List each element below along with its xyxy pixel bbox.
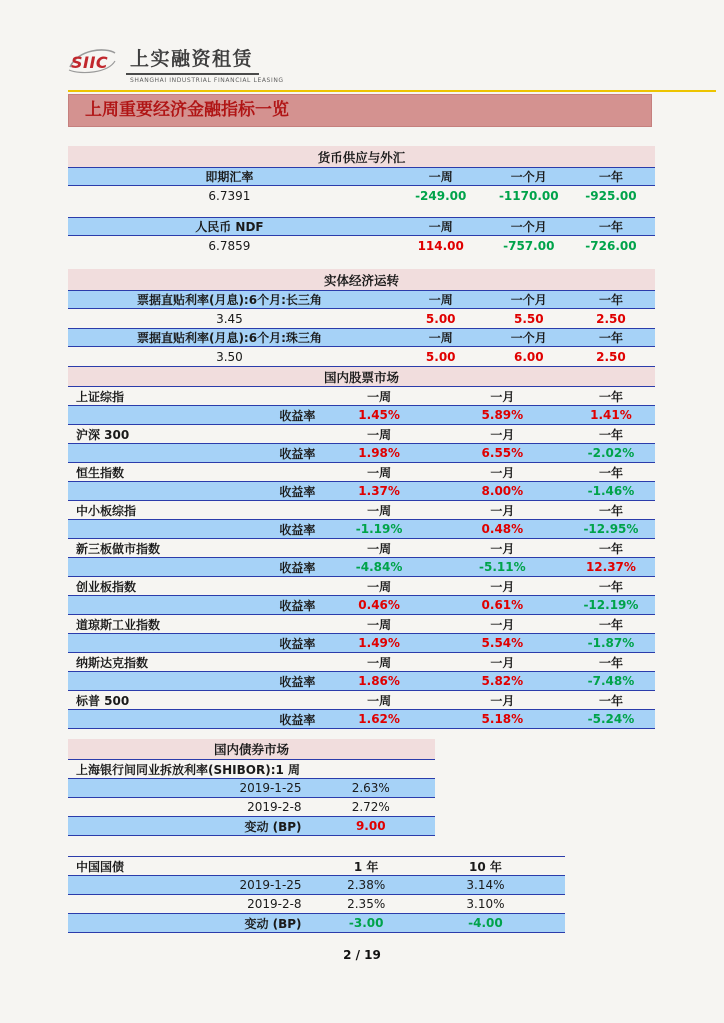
table-cell: 收益率 xyxy=(279,712,316,727)
table-cell: 一月 xyxy=(490,465,515,480)
table-cell: 1.49% xyxy=(358,636,400,650)
table-cell: -7.48% xyxy=(587,674,635,688)
table-cell: -1.46% xyxy=(587,484,635,498)
table-cell: 2019-1-25 xyxy=(239,878,302,892)
table-cell: 纳斯达克指数 xyxy=(76,655,149,670)
shibor-row xyxy=(68,739,435,760)
table-cell: 2019-1-25 xyxy=(239,781,302,795)
table-cell: 一周 xyxy=(428,331,453,345)
table-cell: 3.45 xyxy=(216,311,243,326)
table-cell: 新三板做市指数 xyxy=(76,541,161,556)
treasury-row xyxy=(68,914,565,933)
table-cell: 5.00 xyxy=(425,311,456,326)
real-row xyxy=(68,269,655,290)
table-cell: 0.61% xyxy=(481,598,524,612)
table-cell: 2.35% xyxy=(347,897,386,911)
stock-row xyxy=(68,577,655,596)
row-label: 上海银行间同业拆放利率(SHIBOR):1 周 xyxy=(76,762,301,777)
table-cell: 6.00 xyxy=(513,349,544,364)
table-cell: -249.00 xyxy=(415,188,467,203)
table-stock-market xyxy=(68,366,655,729)
table-cell: 3.10% xyxy=(466,897,505,911)
table-cell: 2.50 xyxy=(596,349,626,364)
section-header: 国内债券市场 xyxy=(213,742,289,757)
table-cell: 一月 xyxy=(490,579,515,594)
table-cell: 中小板综指 xyxy=(76,503,137,518)
table-cell: 1.98% xyxy=(358,446,400,460)
table-cell: 一年 xyxy=(598,617,623,632)
table-bond-market-shibor xyxy=(68,739,435,836)
table-cell: 收益率 xyxy=(279,522,316,537)
table-cell: 一月 xyxy=(490,541,515,556)
table-cell: 一月 xyxy=(490,617,515,632)
table-cell: 一个月 xyxy=(510,220,547,234)
table-cell: -3.00 xyxy=(348,916,384,930)
indicator-tables xyxy=(68,146,655,933)
section-header: 实体经济运转 xyxy=(323,272,399,288)
treasury-row xyxy=(68,857,565,876)
table-cell: -925.00 xyxy=(585,188,637,203)
treasury-row xyxy=(68,876,565,895)
treasury-row xyxy=(68,895,565,914)
real-row xyxy=(68,347,655,366)
stock-row xyxy=(68,615,655,634)
table-cell: 6.7859 xyxy=(208,238,251,253)
table-cell: 一年 xyxy=(598,693,623,708)
table-cell: 5.00 xyxy=(425,349,456,364)
stock-row xyxy=(68,539,655,558)
siic-logo-mark xyxy=(66,46,118,78)
table-cell: 收益率 xyxy=(279,446,316,461)
stock-row xyxy=(68,710,655,729)
table-cell: 一个月 xyxy=(510,170,547,184)
table-cell: 一年 xyxy=(598,579,623,594)
table-cell: 1.86% xyxy=(358,674,400,688)
table-cell: 5.89% xyxy=(481,408,524,422)
stock-row xyxy=(68,444,655,463)
table-cell: 收益率 xyxy=(279,484,316,499)
table-cell: 一年 xyxy=(598,331,623,345)
table-cell: -2.02% xyxy=(587,446,635,460)
table-cell: 一周 xyxy=(367,427,392,442)
table-cell: 一个月 xyxy=(510,293,547,307)
table-cell: 一年 xyxy=(598,503,623,518)
table-cell: 收益率 xyxy=(279,598,316,613)
table-cell: 12.37% xyxy=(585,560,636,574)
table-cell: 创业板指数 xyxy=(76,579,137,594)
table-real-economy xyxy=(68,269,655,366)
stock-row xyxy=(68,691,655,710)
table-cell: 10 年 xyxy=(469,859,502,874)
table-cell: 一周 xyxy=(428,293,453,307)
table-cell: 收益率 xyxy=(279,408,316,423)
stock-row xyxy=(68,558,655,577)
table-cell: 5.54% xyxy=(481,636,524,650)
table-cell: 5.18% xyxy=(481,712,524,726)
table-cell: 1 年 xyxy=(353,859,379,874)
table-cell: 2019-2-8 xyxy=(247,897,302,911)
table-cell: 一周 xyxy=(367,693,392,708)
siic-wordmark: SIIC xyxy=(71,53,109,72)
real-row xyxy=(68,328,655,347)
table-cell: 一月 xyxy=(490,389,515,404)
table-cell: 收益率 xyxy=(279,560,316,575)
shibor-row xyxy=(68,779,435,798)
table-cell: 一周 xyxy=(367,541,392,556)
table-cell: 一周 xyxy=(367,617,392,632)
real-row xyxy=(68,309,655,328)
table-money-supply-forex xyxy=(68,146,655,255)
table-cell: 一月 xyxy=(490,503,515,518)
page-title-bar xyxy=(68,94,652,127)
shibor-row xyxy=(68,798,435,817)
table-cell: -4.84% xyxy=(355,560,403,574)
table-cell: 收益率 xyxy=(279,636,316,651)
stock-row xyxy=(68,672,655,691)
page-title: 上周重要经济金融指标一览 xyxy=(85,100,289,120)
real-row xyxy=(68,290,655,309)
table-cell: 6.7391 xyxy=(208,188,251,203)
table-cell: 5.82% xyxy=(481,674,524,688)
table-cell: 变动 (BP) xyxy=(244,916,302,931)
company-logo xyxy=(66,44,284,84)
table-cell: 2.72% xyxy=(351,800,390,814)
table-cell: 一月 xyxy=(490,655,515,670)
money-row xyxy=(68,186,655,205)
company-names xyxy=(126,44,284,84)
shibor-row xyxy=(68,760,435,779)
table-cell: 6.55% xyxy=(481,446,524,460)
table-cell: 9.00 xyxy=(355,819,386,833)
table-cell: 一周 xyxy=(367,655,392,670)
table-cell: 沪深 300 xyxy=(76,427,130,442)
table-cell: 3.14% xyxy=(466,878,505,892)
page-number: 2 / 19 xyxy=(343,948,381,962)
table-cell: 标普 500 xyxy=(76,693,130,708)
table-cell: 票据直贴利率(月息):6个月:长三角 xyxy=(136,293,322,307)
table-cell: -12.95% xyxy=(583,522,639,536)
table-cell: -1170.00 xyxy=(498,188,559,203)
table-cell: 中国国债 xyxy=(76,859,125,874)
table-cell: -12.19% xyxy=(583,598,639,612)
table-cell: 上证综指 xyxy=(76,389,125,404)
stock-row xyxy=(68,482,655,501)
table-cell: 一周 xyxy=(428,220,453,234)
table-cell: -1.87% xyxy=(587,636,635,650)
table-cell: 一周 xyxy=(367,579,392,594)
table-cell: 1.41% xyxy=(590,408,632,422)
table-cell: -5.24% xyxy=(587,712,635,726)
table-cell: 5.50 xyxy=(513,311,544,326)
table-cell: 0.48% xyxy=(481,522,524,536)
stock-row xyxy=(68,520,655,539)
table-cell: 1.62% xyxy=(358,712,400,726)
table-cell: 即期汇率 xyxy=(205,170,254,184)
stock-row xyxy=(68,406,655,425)
table-cell: 8.00% xyxy=(481,484,524,498)
table-cell: 票据直贴利率(月息):6个月:珠三角 xyxy=(136,331,322,345)
stock-row xyxy=(68,366,655,387)
money-row xyxy=(68,236,655,255)
table-cell: -1.19% xyxy=(355,522,403,536)
table-cell: 一年 xyxy=(598,389,623,404)
stock-row xyxy=(68,387,655,406)
table-cell: 一周 xyxy=(367,465,392,480)
table-cell: 一年 xyxy=(598,427,623,442)
table-cell: 2.63% xyxy=(351,781,390,795)
table-cell: 一月 xyxy=(490,427,515,442)
company-name-cn: 上实融资租赁 xyxy=(126,44,259,75)
table-cell: 一年 xyxy=(598,293,623,307)
table-cell: 恒生指数 xyxy=(76,465,125,480)
gold-divider xyxy=(68,90,716,92)
table-cell: 114.00 xyxy=(417,238,464,253)
table-cell: 2.38% xyxy=(347,878,386,892)
table-cell: 人民币 NDF xyxy=(195,220,264,234)
section-header: 货币供应与外汇 xyxy=(317,149,406,165)
table-cell: 一周 xyxy=(428,170,453,184)
company-name-en: SHANGHAI INDUSTRIAL FINANCIAL LEASING xyxy=(130,77,284,84)
table-cell: -726.00 xyxy=(585,238,637,253)
stock-row xyxy=(68,501,655,520)
table-cell: 1.37% xyxy=(358,484,400,498)
table-cell: 2019-2-8 xyxy=(247,800,302,814)
table-cell: 2.50 xyxy=(596,311,626,326)
money-row xyxy=(68,146,655,167)
table-cell: 0.46% xyxy=(358,598,400,612)
stock-row xyxy=(68,463,655,482)
table-cell: 一月 xyxy=(490,693,515,708)
stock-row xyxy=(68,634,655,653)
stock-row xyxy=(68,653,655,672)
table-cell: 一年 xyxy=(598,170,623,184)
table-cell: 变动 (BP) xyxy=(244,819,302,834)
table-cell: 收益率 xyxy=(279,674,316,689)
money-row xyxy=(68,167,655,186)
table-cell: 一年 xyxy=(598,220,623,234)
stock-row xyxy=(68,425,655,444)
section-header: 国内股票市场 xyxy=(323,369,399,385)
table-cell: 一年 xyxy=(598,655,623,670)
table-cell: -757.00 xyxy=(503,238,555,253)
table-gap xyxy=(68,205,655,217)
table-cell: 道琼斯工业指数 xyxy=(76,617,161,632)
table-cell: 一年 xyxy=(598,541,623,556)
stock-row xyxy=(68,596,655,615)
table-cell: 一年 xyxy=(598,465,623,480)
table-cell: 一周 xyxy=(367,389,392,404)
money-row xyxy=(68,217,655,236)
table-cell: -4.00 xyxy=(468,916,503,930)
table-cell: 一周 xyxy=(367,503,392,518)
table-cell: 一个月 xyxy=(510,331,547,345)
table-cell: 1.45% xyxy=(358,408,400,422)
table-cell: -5.11% xyxy=(479,560,526,574)
table-cell: 3.50 xyxy=(216,349,243,364)
shibor-row xyxy=(68,817,435,836)
table-china-treasury xyxy=(68,856,565,933)
